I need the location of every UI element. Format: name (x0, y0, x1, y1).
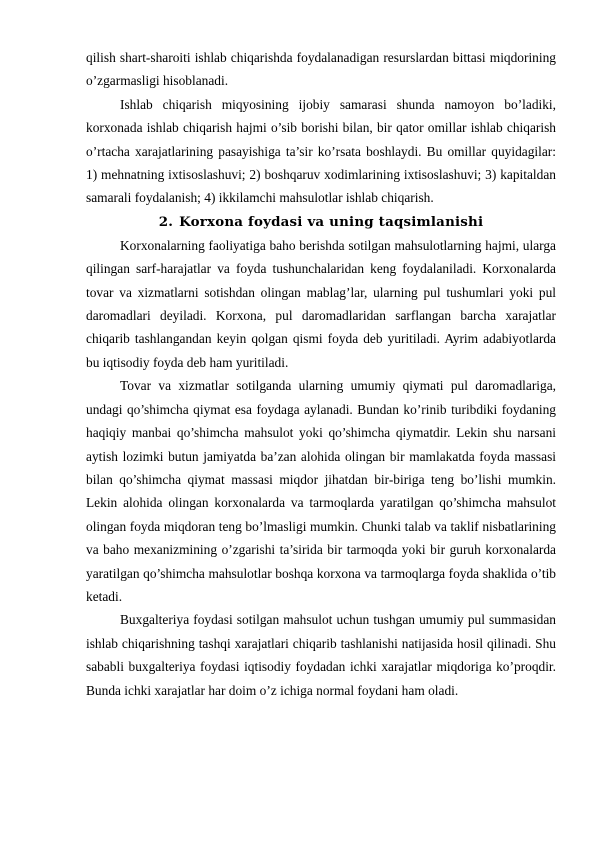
document-page (86, 46, 556, 702)
paragraph-added-value: Tovar va xizmatlar sotilganda ularning umumiy qiymati pul daromadlariga, undagi qo’shimcha qiymat esa foydaga aylanadi. Bundan ko’rinib turibdiki foydaning haqiqiy manbai qo’shimcha mahsulot yoki qo’shimcha qiymatdir. Lekin shu narsani aytish lozimki butun jamiyatda ba’zan alohida olingan bir mamlakatda foyda massasi bilan qo’shimcha qiymat massasi miqdor jihatdan bir-biriga teng bo’lishi mumkin. Lekin alohida olingan korxonalarda va tarmoqlarda yaratilgan qo’shimcha mahsulot olingan foyda miqdoran teng bo’lmasligi mumkin. Chunki talab va taklif nisbatlarining va baho mexanizmining o’zgarishi ta’sirida bir tarmoqda yoki bir guruh korxonalarda yaratilgan qo’shimcha mahsulotlar boshqa korxona va tarmoqlarga foyda shaklida o’tib ketadi. (86, 378, 556, 604)
section-title: Korxona foydasi va uning taqsimlanishi (179, 213, 484, 230)
paragraph-continuation: qilish shart-sharoiti ishlab chiqarishda foydalanadigan resurslardan bittasi miqdorining o’zgarmasligi hisoblanadi. (86, 50, 556, 89)
section-number: 2. (158, 213, 174, 230)
paragraph-accounting-profit: Buxgalteriya foydasi sotilgan mahsulot uchun tushgan umumiy pul summasidan ishlab chiqarishning tashqi xarajatlari chiqarib tashlanishi natijasida hosil qilinadi. Shu sababli buxgalteriya foydasi iqtisodiy foydadan ichki xarajatlar miqdoriga ko’proqdir. Bunda ichki xarajatlar har doim o’z ichiga normal foydani ham oladi. (86, 612, 556, 698)
paragraph-profit-definition: Korxonalarning faoliyatiga baho berishda sotilgan mahsulotlarning hajmi, ularga qilingan sarf-harajatlar va foyda tushunchalaridan keng foydalaniladi. Korxonalarda tovar va xizmatlarni sotishdan olingan mablag’lar, ularning pul tushumlari yoki pul daromadlari deyiladi. Korxona, pul daromadlaridan sarflangan barcha xarajatlar chiqarib tashlangandan keyin qolgan qismi foyda deb yuritiladi. Ayrim adabiyotlarda bu iqtisodiy foyda deb ham yuritiladi. (86, 237, 556, 370)
section-heading (86, 210, 556, 234)
paragraph-scale-effect: Ishlab chiqarish miqyosining ijobiy samarasi shunda namoyon bo’ladiki, korxonada ishlab chiqarish hajmi o’sib borishi bilan, bir qator omillar ishlab chiqarish o’rtacha xarajatlarining pasayishiga ta’sir ko’rsata boshlaydi. Bu omillar quyidagilar: 1) mehnatning ixtisoslashuvi; 2) boshqaruv xodimlarining ixtisoslashuvi; 3) kapitaldan samarali foydalanish; 4) ikkilamchi mahsulotlar ishlab chiqarish. (86, 96, 556, 206)
